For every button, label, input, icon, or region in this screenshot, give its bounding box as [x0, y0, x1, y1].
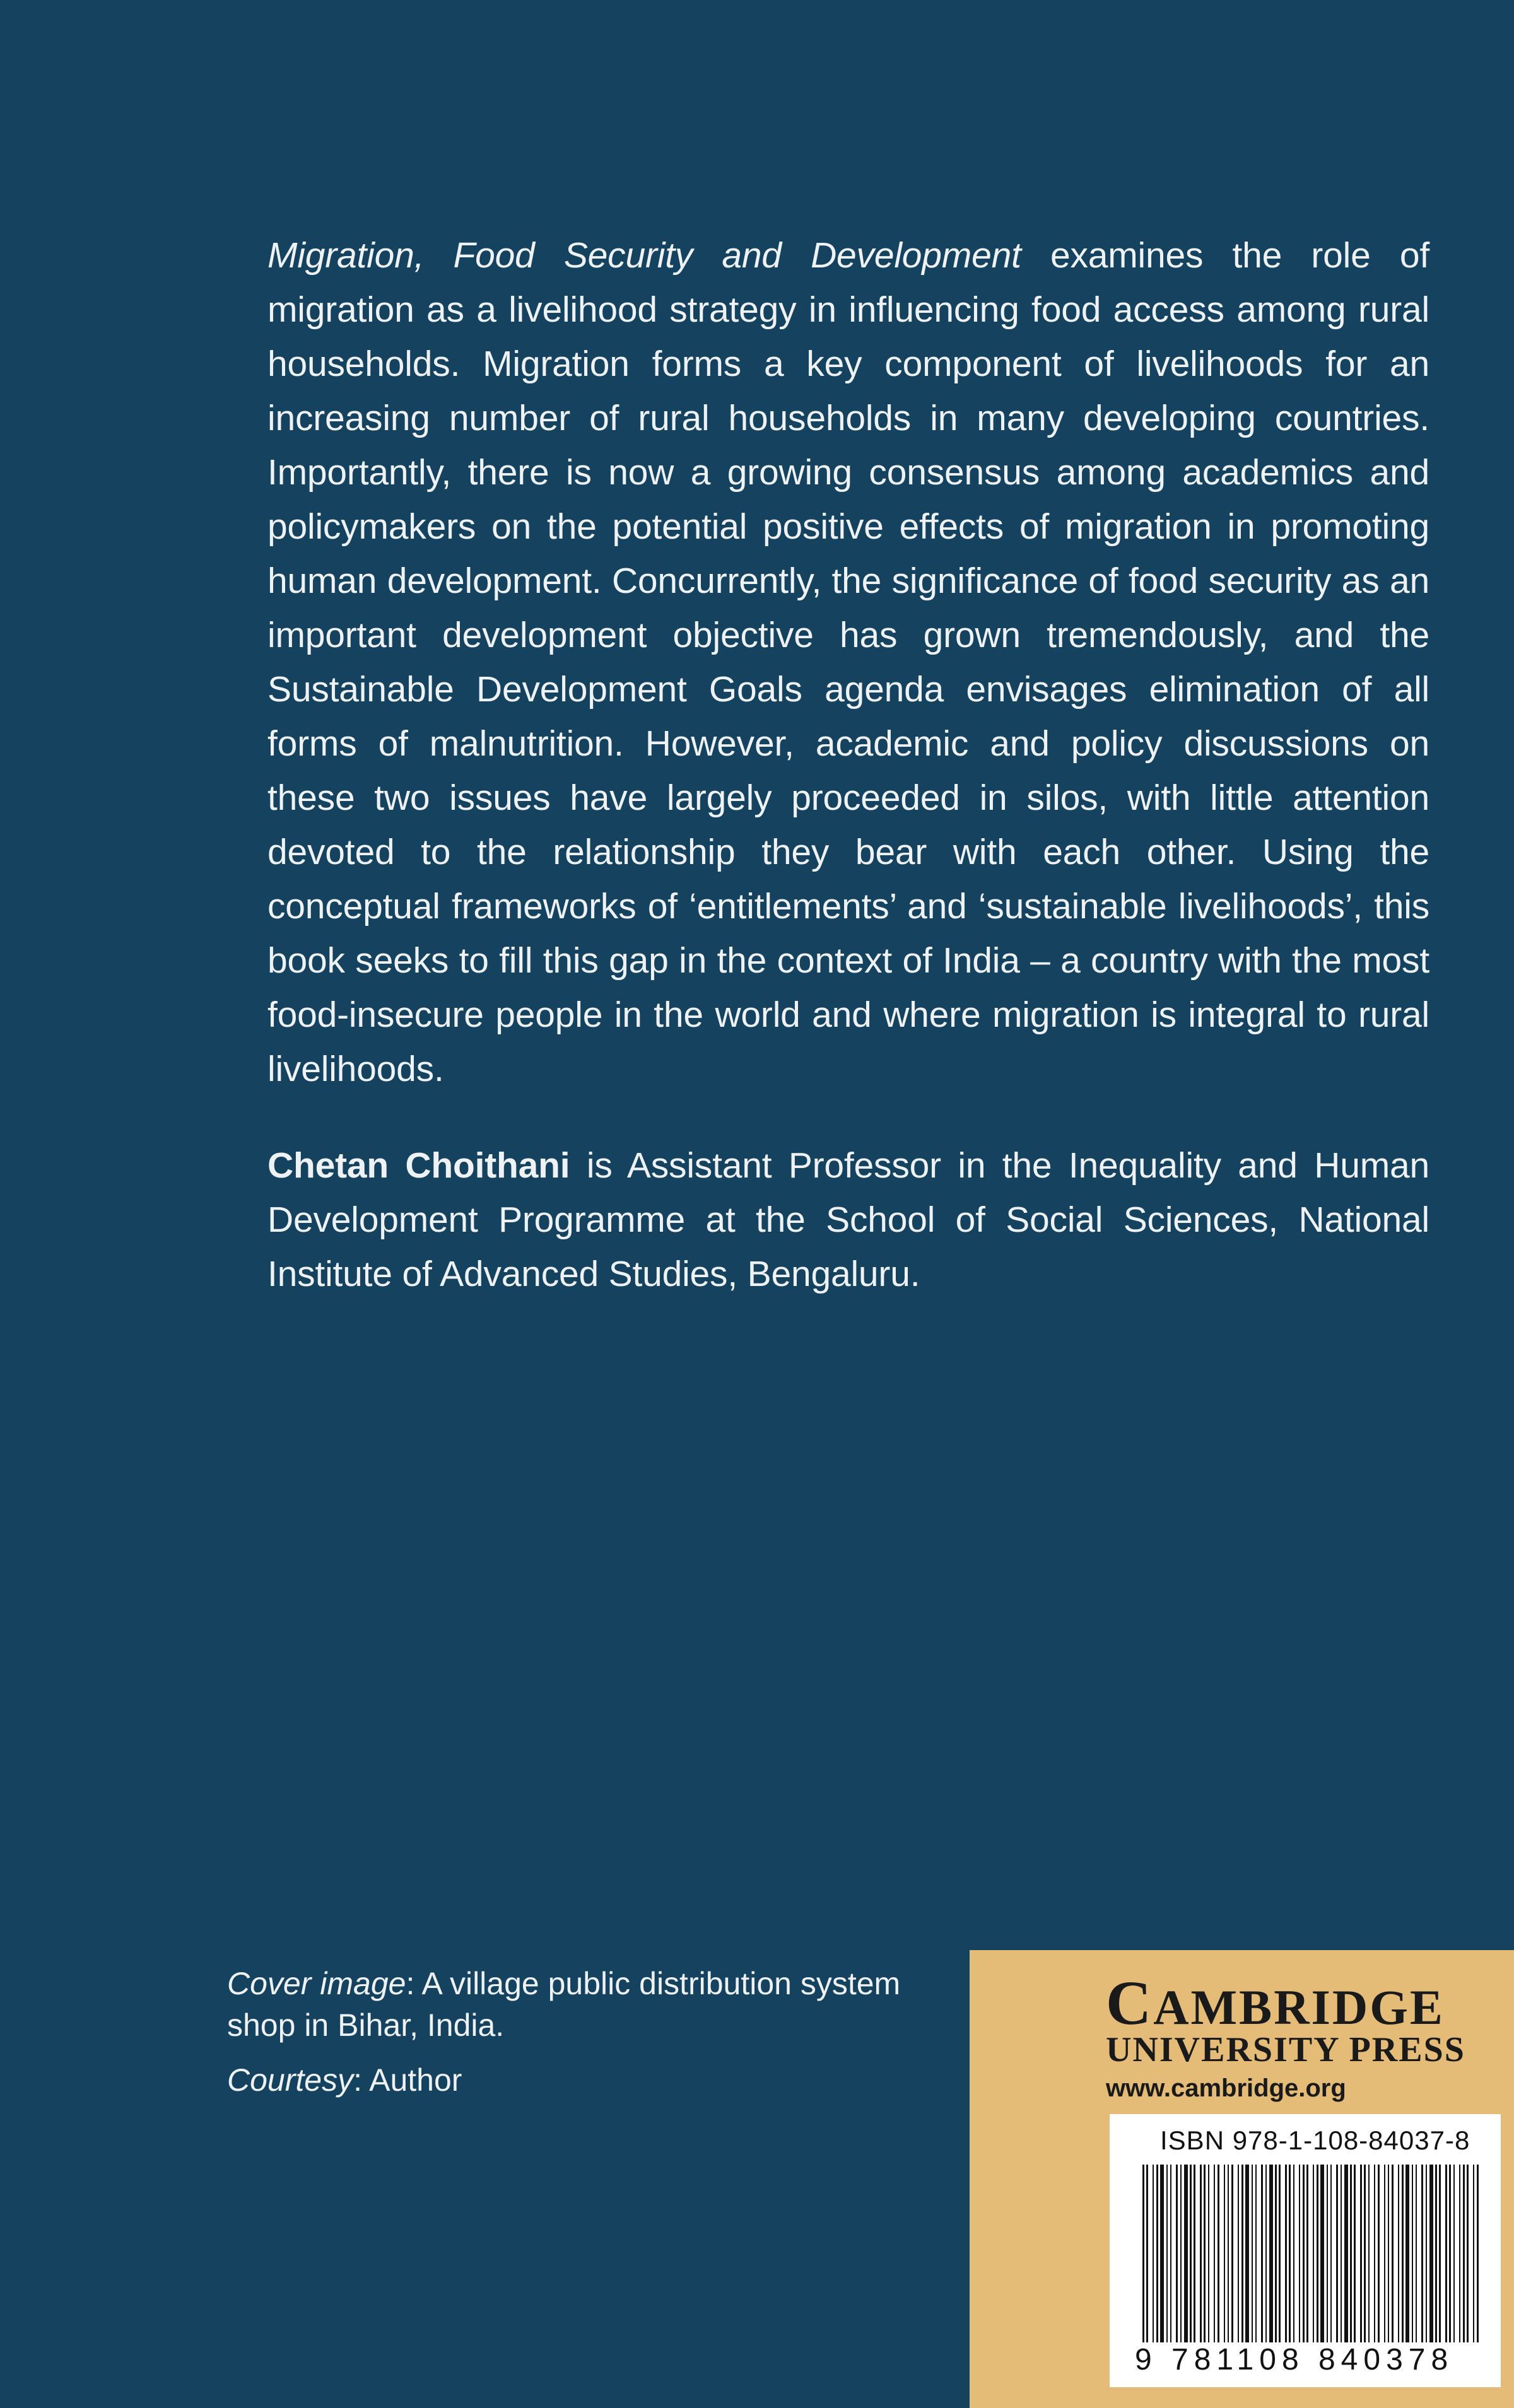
publisher-logo-name — [1106, 1968, 1445, 2039]
courtesy-label: Courtesy — [227, 2062, 354, 2098]
isbn-barcode-box — [1110, 2114, 1501, 2387]
author-name: Chetan Choithani — [267, 1145, 570, 1186]
courtesy-credit — [227, 2059, 462, 2101]
publisher-name-initial: C — [1106, 1968, 1154, 2038]
book-description — [267, 228, 1429, 1096]
isbn-label: ISBN 978-1-108-84037-8 — [1160, 2125, 1470, 2155]
description-text: examines the role of migration as a livelihood strategy in influencing food access among rural households. Migration forms a key component of livelihoods for an increasing number of rural households in many developing countries. Importantly, there is now a growing consensus among academics and policymakers on the potential positive effects of migration in promoting human development. Concurrently, the significance of food security as an important development objective has grown tremendously, and the Sustainable Development Goals agenda envisages elimination of all forms of malnutrition. However, academic and policy discussions on these two issues have largely proceeded in silos, with little attention devoted to the relationship they bear with each other. Using the conceptual frameworks of ‘entitlements’ and ‘sustainable livelihoods’, this book seeks to fill this gap in the context of India – a country with the most food-insecure people in the world and where migration is integral to rural livelihoods. — [267, 235, 1429, 1089]
barcode-digits: 9 781108 840378 — [1135, 2343, 1454, 2376]
courtesy-text: : Author — [353, 2062, 462, 2098]
publisher-url: www.cambridge.org — [1106, 2074, 1346, 2102]
cover-image-text: : A village public distribution system shop in Bihar, India. — [227, 1966, 901, 2043]
cover-image-label: Cover image — [227, 1966, 406, 2001]
publisher-name-rest: AMBRIDGE — [1153, 1980, 1445, 2035]
barcode-icon — [1140, 2165, 1481, 2342]
author-bio-text: is Assistant Professor in the Inequality and Human Development Programme at the School of Social Sciences, National Institute of Advanced Studies, Bengaluru. — [267, 1145, 1429, 1294]
cover-image-credit — [227, 1963, 953, 2046]
book-title: Migration, Food Security and Development — [267, 235, 1021, 276]
publisher-panel — [970, 1950, 1514, 2408]
author-bio — [267, 1138, 1429, 1301]
publisher-subtitle: UNIVERSITY PRESS — [1106, 2030, 1465, 2069]
